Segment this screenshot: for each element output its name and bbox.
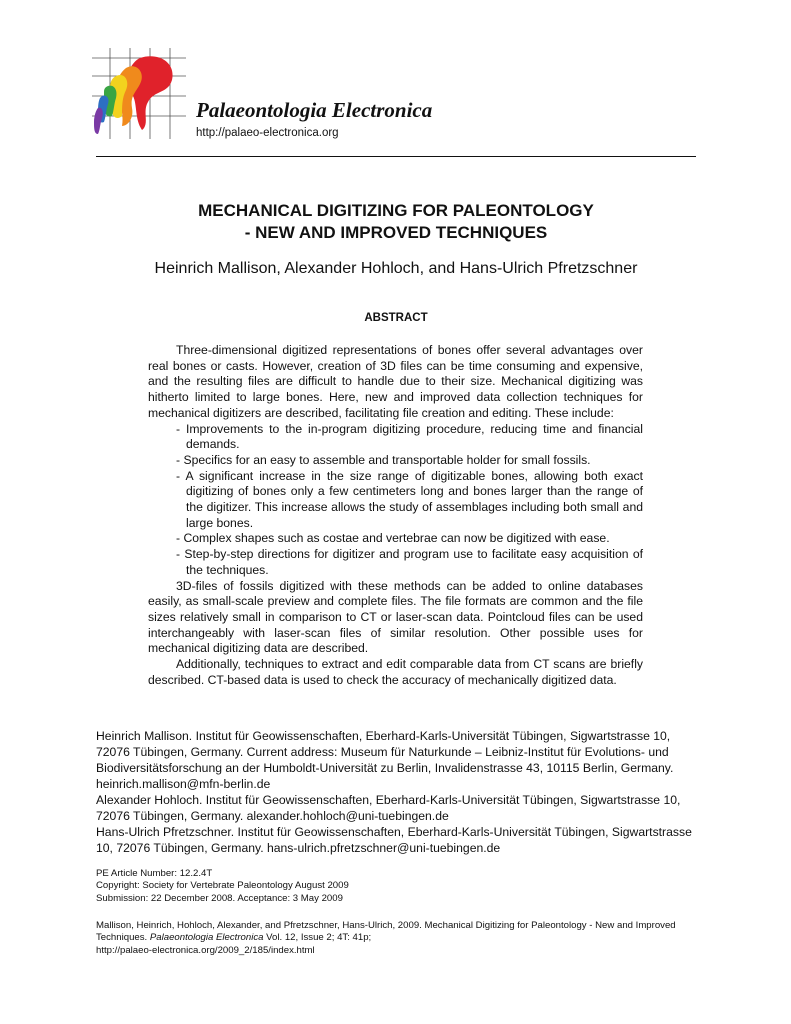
affiliation-hohloch: Alexander Hohloch. Institut für Geowissenschaften, Eberhard-Karls-Universität Tübingen, Sigwartstrasse 10, 72076 Tübingen, Germany. alexander.hohloch@uni-tuebingen.de	[96, 793, 681, 823]
abstract-item: - Specifics for an easy to assemble and transportable holder for small fossils.	[176, 452, 591, 467]
copyright: Copyright: Society for Vertebrate Paleontology August 2009	[96, 880, 349, 892]
title-line-2: - NEW AND IMPROVED TECHNIQUES	[244, 223, 548, 242]
abstract-paragraph-3: Additionally, techniques to extract and edit comparable data from CT scans are briefly described. CT-based data is used to check the accuracy of mechanically digitized data.	[148, 657, 643, 687]
author-affiliations	[96, 728, 696, 856]
abstract-item: - A significant increase in the size range of digitizable bones, allowing both exact digitizing of bones only a few centimeters long and bones larger than the range of the digitizer. This increase allows the study of assemblages including both small and large bones.	[176, 468, 643, 530]
citation-url[interactable]: http://palaeo-electronica.org/2009_2/185/index.html	[96, 944, 315, 956]
submission-dates: Submission: 22 December 2008. Acceptance: 3 May 2009	[96, 892, 343, 904]
abstract-item: - Step-by-step directions for digitizer and program use to facilitate easy acquisition of the techniques.	[176, 547, 643, 577]
journal-url[interactable]: http://palaeo-electronica.org	[196, 127, 339, 139]
journal-name: Palaeontologia Electronica	[196, 98, 433, 122]
affiliation-pfretzschner: Hans-Ulrich Pfretzschner. Institut für Geowissenschaften, Eberhard-Karls-Universität Tübingen, Sigwartstrasse 10, 72076 Tübingen, Germany. hans-ulrich.pfretzschner@uni-tuebingen.de	[96, 825, 692, 855]
title-line-1: MECHANICAL DIGITIZING FOR PALEONTOLOGY	[198, 201, 594, 220]
abstract-body	[148, 343, 643, 688]
citation-volume: Vol. 12, Issue 2; 4T: 41p;	[266, 932, 372, 944]
article-number: PE Article Number: 12.2.4T	[96, 868, 213, 879]
citation-text	[96, 920, 696, 945]
affiliation-mallison: Heinrich Mallison. Institut für Geowissenschaften, Eberhard-Karls-Universität Tübingen, Sigwartstrasse 10, 72076 Tübingen, Germany. Current address: Museum für Naturkunde – Leibniz-Institut für Evolutions- und Biodiversitätsforschung an der Humboldt-Universität zu Berlin, Invalidenstrasse 43, 10115 Berlin, Germany. heinrich.mallison@mfn-berlin.de	[96, 729, 674, 791]
article-metadata	[96, 868, 696, 905]
header-rule	[96, 156, 696, 157]
abstract-heading: ABSTRACT	[364, 312, 428, 324]
abstract-list	[148, 422, 643, 579]
abstract-item: - Complex shapes such as costae and vertebrae can now be digitized with ease.	[176, 531, 610, 546]
palaeontologia-electronica-logo	[88, 46, 188, 141]
abstract-intro: Three-dimensional digitized representations of bones offer several advantages over real bones or casts. However, creation of 3D files can be time consuming and expensive, and the resulting files are difficult to handle due to their size. Mechanical digitizing was hitherto limited to large bones. Here, new and improved data collection techniques for mechanical digitizers are described, facilitating file creation and editing. These include:	[148, 343, 643, 420]
citation-journal: Palaeontologia Electronica	[149, 932, 264, 944]
author-list: Heinrich Mallison, Alexander Hohloch, and Hans-Ulrich Pfretzschner	[154, 260, 638, 277]
article-title	[96, 200, 696, 244]
citation	[96, 920, 696, 957]
abstract-paragraph-2: 3D-files of fossils digitized with these methods can be added to online databases easily, as small-scale preview and complete files. The file formats are common and the file sizes relatively small in comparison to CT or laser-scan data. Pointcloud files can be used interchangeably with laser-scan files of similar resolution. Other possible uses for mechanical digitizing data are described.	[148, 578, 643, 656]
citation-authors-title: Mallison, Heinrich, Hohloch, Alexander, and Pfretzschner, Hans-Ulrich, 2009. Mechanical Digitizing for Paleontology - New and Improved Techniques.	[96, 920, 676, 944]
abstract-item: - Improvements to the in-program digitizing procedure, reducing time and financial demands.	[176, 421, 643, 452]
